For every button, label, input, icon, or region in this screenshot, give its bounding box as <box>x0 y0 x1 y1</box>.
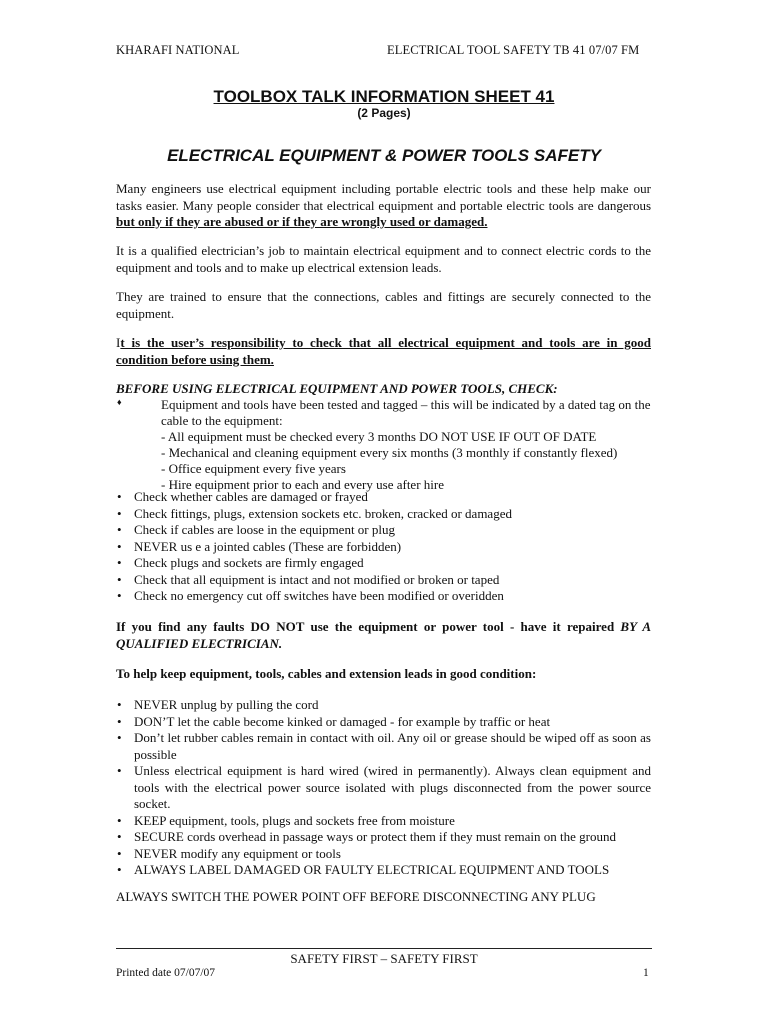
check-item: • Check plugs and sockets are firmly engaged <box>117 555 364 570</box>
bullet-icon: • <box>117 555 122 570</box>
check-item: • Check that all equipment is intact and not modified or broken or taped <box>117 571 500 587</box>
electrician-paragraph: It is a qualified electrician’s job to maintain electrical equipment and to connect electric cords to the equipment and tools and to make up electrical extension leads. <box>116 243 651 275</box>
tag-sub-item: - Mechanical and cleaning equipment every six months (3 monthly if constantly flexed) <box>161 445 618 460</box>
keep-item: • SECURE cords overhead in passage ways or protect them if they must remain on the ground <box>117 829 616 844</box>
keep-item: • Unless electrical equipment is hard wired (wired in permanently). Always clean equipment and tools with the electrical power source isolated with plugs disconnected from the power source socket. <box>117 763 651 811</box>
bullet-icon: • <box>117 829 122 844</box>
printed-date: Printed date 07/07/07 <box>116 967 216 979</box>
responsibility-paragraph <box>116 335 651 368</box>
bullet-icon: • <box>117 571 122 587</box>
tag-sub-item: - All equipment must be checked every 3 months DO NOT USE IF OUT OF DATE <box>161 429 597 444</box>
tag-sub-item: - Hire equipment prior to each and every use after hire <box>161 477 444 492</box>
bullet-icon: • <box>117 588 122 603</box>
responsibility-first-letter: I <box>116 335 121 350</box>
tag-sub-item: - Office equipment every five years <box>161 461 346 476</box>
keep-list <box>116 697 651 879</box>
document-subtitle: ELECTRICAL EQUIPMENT & POWER TOOLS SAFETY <box>167 146 601 165</box>
page-count: (2 Pages) <box>357 106 411 120</box>
check-item: • Check if cables are loose in the equipment or plug <box>117 522 396 537</box>
keep-item: • Don’t let rubber cables remain in contact with oil. Any oil or grease should be wiped off as soon as possible <box>117 730 651 762</box>
header-reference: ELECTRICAL TOOL SAFETY TB 41 07/07 FM <box>387 43 640 57</box>
bullet-icon: • <box>117 812 122 828</box>
faults-emphasis: BY A QUALIFIED ELECTRICIAN. <box>116 619 651 651</box>
page-number: 1 <box>643 967 649 979</box>
bullet-icon: • <box>117 505 122 521</box>
bullet-icon: • <box>117 489 122 504</box>
check-list <box>116 489 651 605</box>
header-company: KHARAFI NATIONAL <box>116 43 240 57</box>
check-heading: BEFORE USING ELECTRICAL EQUIPMENT AND POWER TOOLS, CHECK: <box>116 381 558 396</box>
tag-item <box>161 397 661 493</box>
bullet-icon: • <box>117 697 122 712</box>
check-item: • Check whether cables are damaged or frayed <box>117 489 368 504</box>
check-item: • Check fittings, plugs, extension sockets etc. broken, cracked or damaged <box>117 505 512 521</box>
final-instruction: ALWAYS SWITCH THE POWER POINT OFF BEFORE DISCONNECTING ANY PLUG <box>116 889 596 904</box>
tag-item-text: Equipment and tools have been tested and tagged – this will be indicated by a dated tag on the cable to the equipment: <box>161 397 651 428</box>
diamond-bullet-icon: ♦ <box>117 397 122 407</box>
keep-item: • ALWAYS LABEL DAMAGED OR FAULTY ELECTRICAL EQUIPMENT AND TOOLS <box>117 862 610 877</box>
footer-divider <box>116 948 652 949</box>
bullet-icon: • <box>117 730 122 745</box>
bullet-icon: • <box>117 522 122 537</box>
footer-slogan: SAFETY FIRST – SAFETY FIRST <box>290 951 478 966</box>
document-title: TOOLBOX TALK INFORMATION SHEET 41 <box>213 87 555 106</box>
keep-item: • KEEP equipment, tools, plugs and sockets free from moisture <box>117 812 455 828</box>
bullet-icon: • <box>117 713 122 729</box>
faults-paragraph <box>116 619 651 652</box>
check-item: • Check no emergency cut off switches have been modified or overidden <box>117 588 504 603</box>
bullet-icon: • <box>117 862 122 877</box>
check-item: • NEVER us e a jointed cables (These are forbidden) <box>117 538 402 554</box>
keep-heading: To help keep equipment, tools, cables and extension leads in good condition: <box>116 666 537 681</box>
keep-item: • NEVER unplug by pulling the cord <box>117 697 319 712</box>
intro-text: Many engineers use electrical equipment including portable electric tools and these help make our tasks easier. Many people consider that electrical equipment and portable electric tools are dangerous <box>116 181 651 213</box>
keep-item: • NEVER modify any equipment or tools <box>117 845 341 861</box>
keep-item: • DON’T let the cable become kinked or damaged - for example by traffic or heat <box>117 713 551 729</box>
bullet-icon: • <box>117 538 122 554</box>
responsibility-text: t is the user’s responsibility to check that all electrical equipment and tools are in good condition before using them. <box>116 335 651 367</box>
intro-emphasis: but only if they are abused or if they are wrongly used or damaged. <box>116 214 488 229</box>
bullet-icon: • <box>117 763 122 778</box>
intro-paragraph <box>116 181 651 231</box>
training-paragraph: They are trained to ensure that the connections, cables and fittings are securely connected to the equipment. <box>116 289 651 321</box>
faults-text: If you find any faults DO NOT use the equipment or power tool - have it repaired <box>116 619 621 634</box>
bullet-icon: • <box>117 845 122 861</box>
